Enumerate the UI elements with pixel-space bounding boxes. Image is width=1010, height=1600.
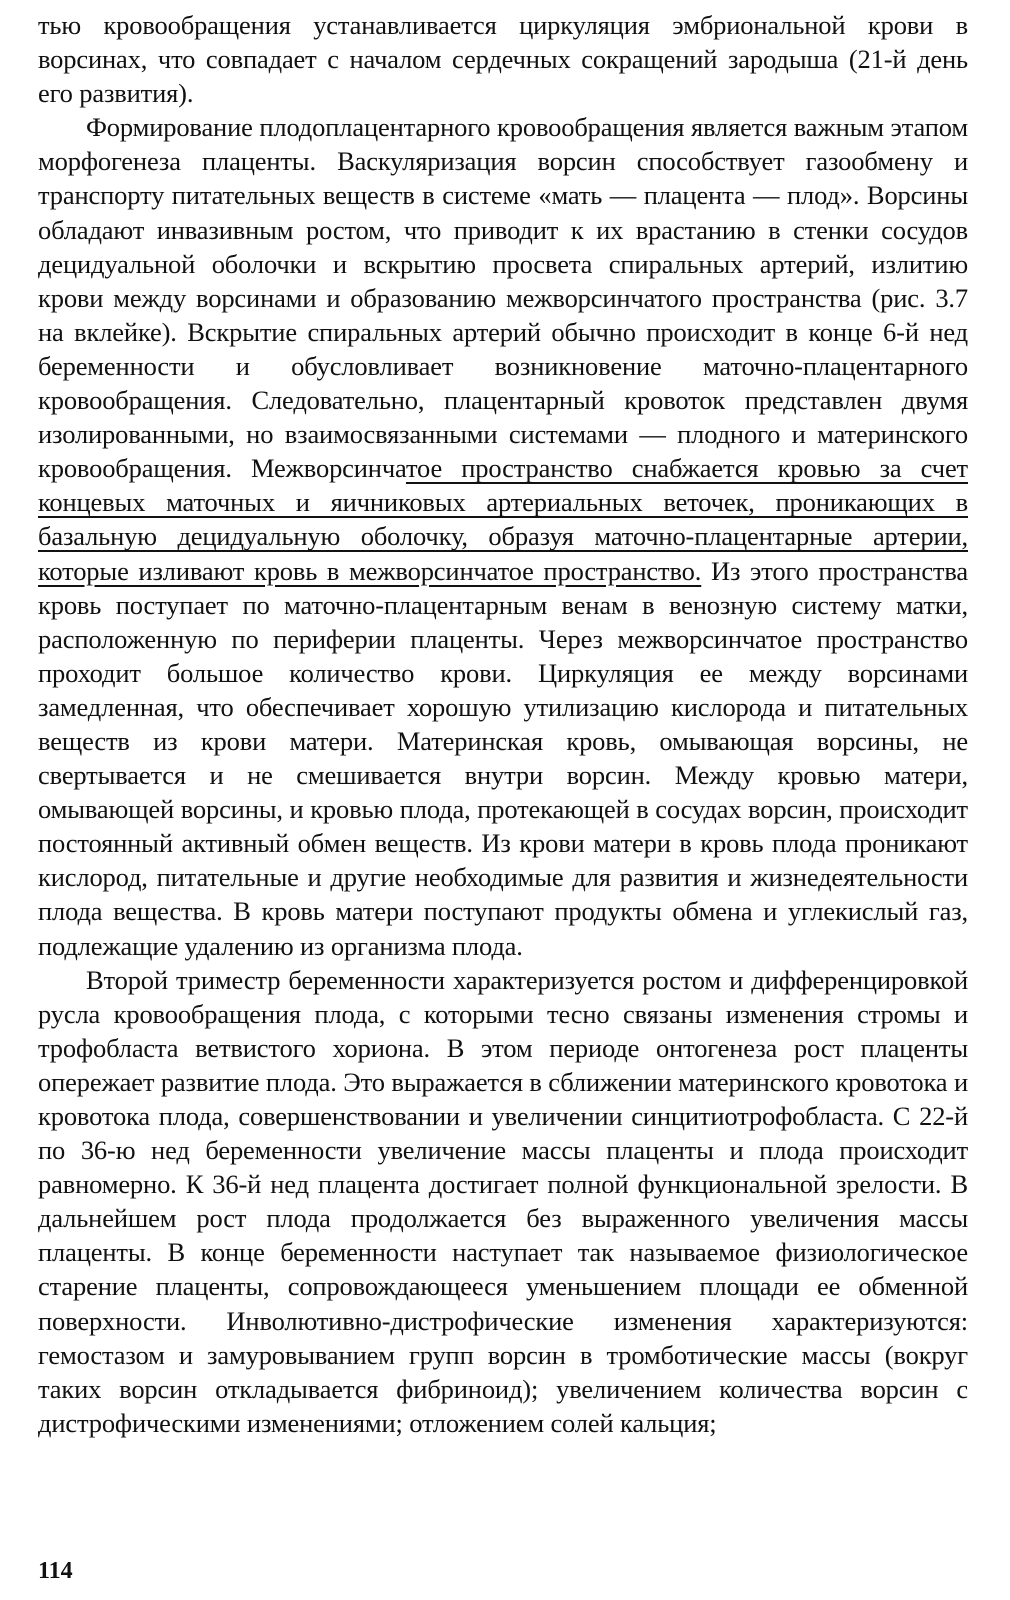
text-segment: Из этого пространства кровь поступает по маточно-плацентарным венам в венозную систему матки, расположенную по периферии плаценты. Через межворсинчатое пространство проходит большое количество крови. Циркуляция ее между ворсинами замедленная, что обеспечивает хорошую утилизацию кислорода и питательных веществ из крови матери. Материнская кровь, омывающая ворсины, не свертывается и не смешивается внутри ворсин. Между кровью матери, омывающей ворсины, и кровью плода, протекающей в сосудах ворсин, происходит постоянный активный обмен веществ. Из крови матери в кровь плода проникают кислород, питательные и другие необходимые для развития и жизнедеятельности плода вещества. В кровь матери поступают продукты обмена и углекислый газ, подлежащие удалению из организма плода. [38, 555, 968, 961]
text-segment: Формирование плодоплацентарного кровообращения является важным этапом морфогенеза плаценты. Васкуляризация ворсин способствует газообмену и транспорту питательных веществ в системе «мать — плацента — плод». Ворсины обладают инвазивным ростом, что приводит к их врастанию в стенки сосудов децидуальной оболочки и вскрытию просвета спиральных артерий, излитию крови между ворсинами и образованию межворсинчатого пространства (рис. 3.7 на вклейке). Вскрытие спиральных артерий обычно происходит в конце 6-й нед беременности и обусловливает возникновение маточно-плацентарного кровообращения. Следовательно, плацентарный кровоток представлен двумя изолированными, но взаимосвязанными системами — плодного и материнского кровообращения. Межворсинча [38, 112, 968, 484]
underlined-text-segment: тое пространство снабжается кровью за счет концевых маточных и яичниковых артериальных веточек, проникающих в базальную децидуальную оболочку, образуя маточно-плацентарные артерии, которые изливают кровь в межворсинчатое пространство. [38, 453, 968, 586]
text-segment: Второй триместр беременности характеризуется ростом и дифференцировкой русла кровообращения плода, с которыми тесно связаны изменения стромы и трофобласта ветвистого хориона. В этом периоде онтогенеза рост плаценты опережает развитие плода. Это выражается в сближении материнского кровотока и кровотока плода, совершенствовании и увеличении синцитиотрофобласта. С 22-й по 36-ю нед беременности увеличение массы плаценты и плода происходит равномерно. К 36-й нед плацента достигает полной функциональной зрелости. В дальнейшем рост плода продолжается без выраженного увеличения массы плаценты. В конце беременности наступает так называемое физиологическое старение плаценты, сопровождающееся уменьшением площади ее обменной поверхности. Инволютивно-дистрофические изменения характеризуются: гемостазом и замуровыванием групп ворсин в тромботические массы (вокруг таких ворсин откладывается фибриноид); увеличением количества ворсин с дистрофическими изменениями; отложением солей кальция; [38, 964, 968, 1438]
book-page [38, 8, 968, 1568]
paragraph-1 [38, 8, 968, 110]
page-number: 114 [38, 1558, 73, 1584]
paragraph-3 [38, 963, 968, 1440]
paragraph-2 [38, 110, 968, 962]
text-segment: тью кровообращения устанавливается циркуляция эмбриональной крови в ворсинах, что совпадает с началом сердечных сокращений зародыша (21-й день его развития). [38, 10, 968, 109]
